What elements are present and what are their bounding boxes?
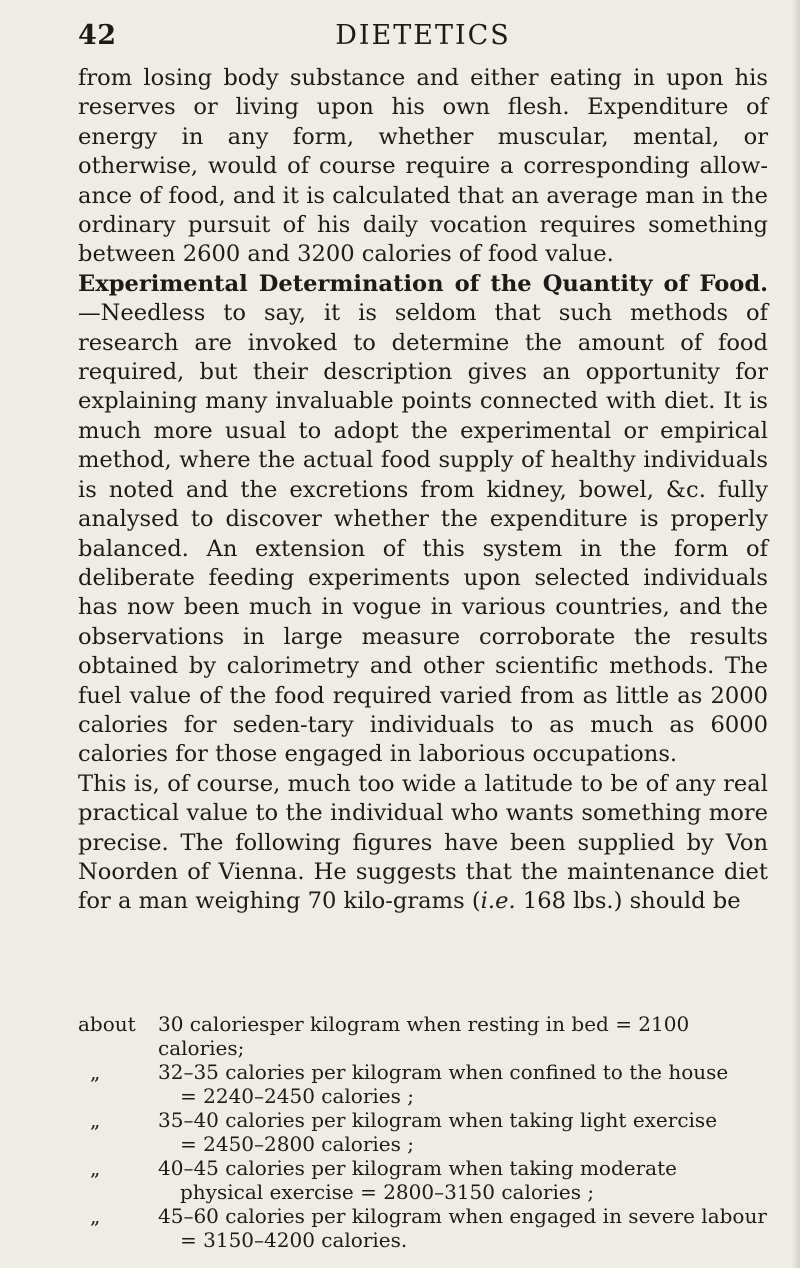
paragraph-3-italic: i.e. bbox=[480, 888, 516, 915]
list-item bbox=[78, 1012, 768, 1060]
list-item bbox=[78, 1108, 768, 1156]
paragraph-2-text: —Needless to say, it is seldom that such methods of research are invoked to determine the amount of food required, but their description gives an opportunity for explaining many invaluable points connected with diet. It is much more usual to adopt the experimental or empirical method, where the actual food supply of healthy individuals is noted and the excretions from kidney, bowel, &c. fully analysed to discover whether the expenditure is properly balanced. An extension of this system in the form of deliberate feeding experiments upon selected individuals has now been much in vogue in various countries, and the observations in large measure corroborate the results obtained by calorimetry and other scientific methods. The fuel value of the food required varied from as little as 2000 calories for seden-tary individuals to as much as 6000 calories for those engaged in laborious occupations. bbox=[78, 300, 768, 768]
paragraph-3-text-after: 168 lbs.) should be bbox=[515, 888, 741, 915]
list-item-ditto: „ bbox=[90, 1204, 101, 1228]
page-header bbox=[78, 20, 768, 60]
paragraph-3-text: This is, of course, much too wide a latitude to be of any real practical value to the individual who wants something more precise. The following figures have been supplied by Von Noorden of Vienna. He suggests that the maintenance diet for a man weighing 70 kilo-grams ( bbox=[78, 770, 768, 915]
body-text bbox=[78, 64, 768, 917]
list-item-ditto: „ bbox=[90, 1108, 101, 1132]
list-item-line2: = 2450–2800 calories ; bbox=[180, 1132, 414, 1156]
paragraph-3 bbox=[78, 770, 768, 917]
paragraph-1-text: from losing body substance and either eating in upon his reserves or living upon his own flesh. Expenditure of energy in any form, whether muscular, mental, or otherwise, would of course require a corresponding allow-ance of food, and it is calculated that an average man in the ordinary pursuit of his daily vocation requires something between 2600 and 3200 calories of food value. bbox=[78, 65, 768, 268]
calorie-list bbox=[78, 1012, 768, 1252]
page-number: 42 bbox=[78, 20, 117, 51]
list-item-line2: physical exercise = 2800–3150 calories ; bbox=[180, 1180, 595, 1204]
list-item bbox=[78, 1060, 768, 1108]
paragraph-2 bbox=[78, 270, 768, 770]
list-item-line1: 35–40 calories per kilogram when taking light exercise bbox=[158, 1108, 718, 1132]
section-heading: Experimental Determination of the Quantity of Food. bbox=[78, 270, 768, 297]
list-item-line1: 45–60 calories per kilogram when engaged in severe labour bbox=[158, 1204, 767, 1228]
page-edge-shadow bbox=[792, 0, 800, 1268]
list-item-ditto: „ bbox=[90, 1156, 101, 1180]
list-item bbox=[78, 1204, 768, 1252]
paragraph-1 bbox=[78, 64, 768, 270]
list-item-line2: = 3150–4200 calories. bbox=[180, 1228, 408, 1252]
list-item-ditto: „ bbox=[90, 1060, 101, 1084]
list-item-lead: about bbox=[78, 1012, 136, 1036]
running-head: DIETETICS bbox=[335, 20, 511, 51]
list-item-line1: 40–45 calories per kilogram when taking moderate bbox=[158, 1156, 677, 1180]
list-item-line1: 30 caloriesper kilogram when resting in bed = 2100 calories; bbox=[158, 1012, 690, 1060]
list-item-line2: = 2240–2450 calories ; bbox=[180, 1084, 414, 1108]
list-item bbox=[78, 1156, 768, 1204]
list-item-line1: 32–35 calories per kilogram when confined to the house bbox=[158, 1060, 729, 1084]
